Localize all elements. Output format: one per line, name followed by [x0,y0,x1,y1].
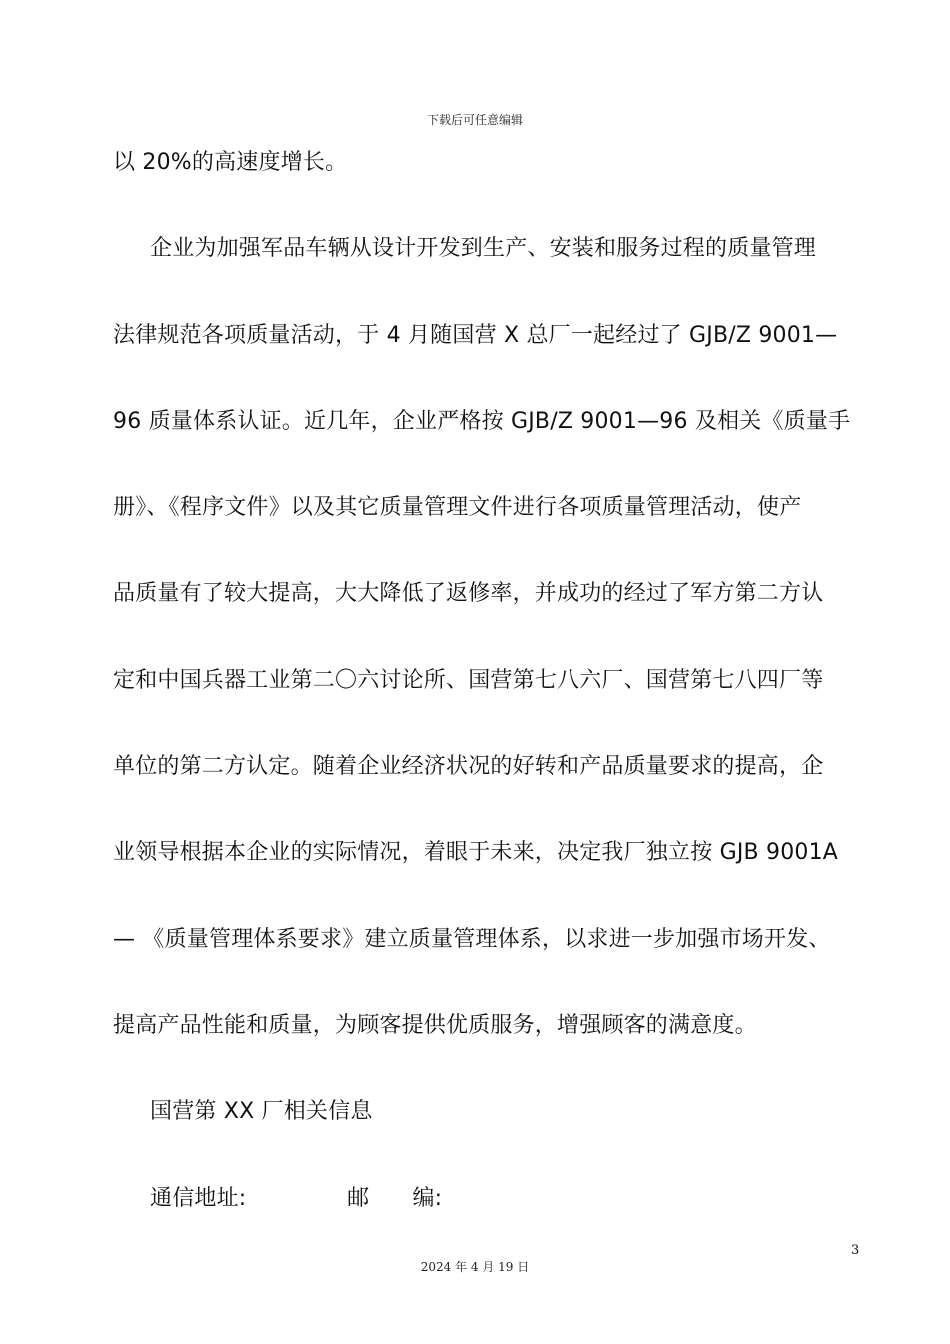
body-line: 册》、《程序文件》以及其它质量管理文件进行各项质量管理活动，使产 [113,495,802,521]
paragraph-start-line: 企业为加强军品车辆从设计开发到生产、安装和服务过程的质量管理 [150,236,817,262]
page-footer-date: 2024 年 4 月 19 日 [420,1260,530,1274]
body-line: 法律规范各项质量活动，于 4 月随国营 X 总厂一起经过了 GJB/Z 9001— [113,322,838,348]
page-number: 3 [851,1243,860,1258]
body-line: 品质量有了较大提高，大大降低了返修率，并成功的经过了军方第二方认 [113,581,824,607]
body-line: 单位的第二方认定。随着企业经济状况的好转和产品质量要求的提高，企 [113,754,824,780]
section-heading: 国营第 XX 厂相关信息 [150,1099,373,1125]
document-body [113,140,873,1262]
address-line: 通信地址: 邮 编: [150,1185,443,1211]
page-header: 下载后可任意编辑 [426,113,523,127]
body-line: 业领导根据本企业的实际情况，着眼于未来，决定我厂独立按 GJB 9001A [113,840,839,866]
body-line: 以 20%的高速度增长。 [113,150,348,175]
body-line: — 《质量管理体系要求》建立质量管理体系，以求进一步加强市场开发、 [113,926,831,952]
body-line: 96 质量体系认证。近几年，企业严格按 GJB/Z 9001—96 及相关《质量手 [113,408,851,434]
body-line: 提高产品性能和质量，为顾客提供优质服务，增强顾客的满意度。 [113,1012,757,1038]
body-line: 定和中国兵器工业第二〇六讨论所、国营第七八六厂、国营第七八四厂等 [113,667,824,693]
